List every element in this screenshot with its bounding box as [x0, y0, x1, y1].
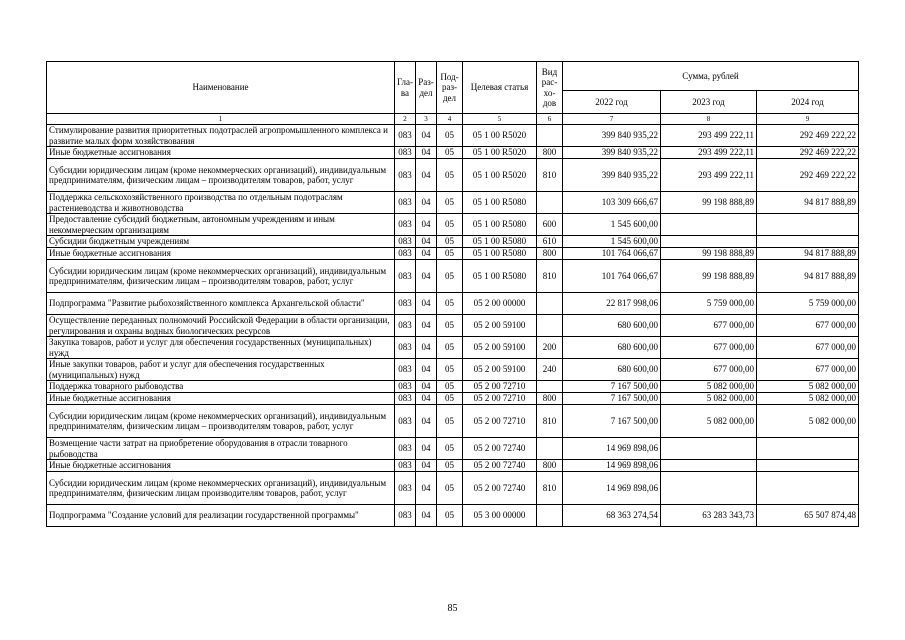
row-celevaya: 05 1 00 R5020 [463, 147, 537, 159]
row-name: Иные бюджетные ассигнования [47, 460, 395, 472]
row-sum-2023: 5 082 000,00 [661, 405, 757, 438]
row-sum-2024 [757, 438, 859, 460]
row-sum-2023 [661, 214, 757, 236]
page-number: 85 [447, 603, 458, 614]
row-razdel: 04 [416, 393, 437, 405]
row-sum-2022: 7 167 500,00 [563, 381, 661, 393]
row-celevaya: 05 1 00 R5080 [463, 236, 537, 248]
row-sum-2022: 680 600,00 [563, 315, 661, 337]
column-number-cell: 7 [563, 114, 661, 125]
header-name: Наименование [47, 62, 395, 114]
row-vid: 800 [537, 248, 563, 260]
row-sum-2023: 99 198 888,89 [661, 248, 757, 260]
row-sum-2022: 680 600,00 [563, 359, 661, 381]
row-sum-2023: 5 759 000,00 [661, 293, 757, 315]
row-glava: 083 [395, 125, 416, 147]
row-sum-2024: 677 000,00 [757, 359, 859, 381]
row-sum-2023: 677 000,00 [661, 337, 757, 359]
row-sum-2024: 292 469 222,22 [757, 159, 859, 192]
row-sum-2023: 63 283 343,73 [661, 505, 757, 527]
row-celevaya: 05 2 00 59100 [463, 337, 537, 359]
row-glava: 083 [395, 460, 416, 472]
row-celevaya: 05 2 00 72710 [463, 381, 537, 393]
row-vid [537, 125, 563, 147]
row-name: Иные бюджетные ассигнования [47, 248, 395, 260]
row-podrazdel: 05 [437, 315, 463, 337]
row-celevaya: 05 1 00 R5080 [463, 214, 537, 236]
row-name: Осуществление переданных полномочий Российской Федерации в области организации, регулирования и охраны водных биологических ресурсов [47, 315, 395, 337]
column-number-cell: 3 [416, 114, 437, 125]
row-sum-2024 [757, 460, 859, 472]
row-glava: 083 [395, 214, 416, 236]
row-glava: 083 [395, 359, 416, 381]
row-glava: 083 [395, 505, 416, 527]
table-row [47, 214, 859, 236]
row-sum-2024 [757, 236, 859, 248]
row-vid: 810 [537, 159, 563, 192]
row-name: Иные закупки товаров, работ и услуг для обеспечения государственных (муниципальных) нужд [47, 359, 395, 381]
row-celevaya: 05 3 00 00000 [463, 505, 537, 527]
row-sum-2022: 14 969 898,06 [563, 472, 661, 505]
row-razdel: 04 [416, 505, 437, 527]
row-razdel: 04 [416, 125, 437, 147]
row-vid: 610 [537, 236, 563, 248]
row-name: Субсидии юридическим лицам (кроме некоммерческих организаций), индивидуальным предпринимателям, физическим лицам – производителям товаров, работ, услуг [47, 260, 395, 293]
row-sum-2022: 14 969 898,06 [563, 460, 661, 472]
column-number-cell: 6 [537, 114, 563, 125]
row-vid: 600 [537, 214, 563, 236]
table-body [47, 125, 859, 527]
row-name: Подпрограмма "Развитие рыбохозяйственного комплекса Архангельской области" [47, 293, 395, 315]
table-row [47, 460, 859, 472]
row-sum-2024: 5 082 000,00 [757, 393, 859, 405]
row-podrazdel: 05 [437, 460, 463, 472]
row-razdel: 04 [416, 381, 437, 393]
row-vid [537, 192, 563, 214]
row-razdel: 04 [416, 192, 437, 214]
row-sum-2023: 293 499 222,11 [661, 125, 757, 147]
row-sum-2023: 99 198 888,89 [661, 192, 757, 214]
row-razdel: 04 [416, 405, 437, 438]
row-name: Закупка товаров, работ и услуг для обеспечения государственных (муниципальных) нужд [47, 337, 395, 359]
row-sum-2023 [661, 460, 757, 472]
row-celevaya: 05 2 00 72710 [463, 393, 537, 405]
row-glava: 083 [395, 472, 416, 505]
row-name: Субсидии бюджетным учреждениям [47, 236, 395, 248]
row-sum-2023: 99 198 888,89 [661, 260, 757, 293]
header-year-2024: 2024 год [757, 91, 859, 114]
row-vid: 800 [537, 147, 563, 159]
row-sum-2024: 677 000,00 [757, 315, 859, 337]
row-vid: 200 [537, 337, 563, 359]
row-vid [537, 293, 563, 315]
row-name: Субсидии юридическим лицам (кроме некоммерческих организаций), индивидуальным предпринимателям, физическим лицам – производителям товаров, работ, услуг [47, 159, 395, 192]
header-year-2022: 2022 год [563, 91, 661, 114]
row-sum-2023 [661, 438, 757, 460]
row-sum-2022: 7 167 500,00 [563, 405, 661, 438]
row-celevaya: 05 1 00 R5080 [463, 192, 537, 214]
column-number-cell: 5 [463, 114, 537, 125]
row-razdel: 04 [416, 248, 437, 260]
row-glava: 083 [395, 315, 416, 337]
row-podrazdel: 05 [437, 359, 463, 381]
row-celevaya: 05 2 00 72740 [463, 438, 537, 460]
row-sum-2022: 68 363 274,54 [563, 505, 661, 527]
table-row [47, 337, 859, 359]
row-sum-2022: 1 545 600,00 [563, 236, 661, 248]
row-celevaya: 05 2 00 72740 [463, 472, 537, 505]
table-row [47, 192, 859, 214]
row-glava: 083 [395, 405, 416, 438]
row-podrazdel: 05 [437, 505, 463, 527]
row-vid: 810 [537, 472, 563, 505]
row-podrazdel: 05 [437, 381, 463, 393]
row-sum-2022: 22 817 998,06 [563, 293, 661, 315]
table-row [47, 315, 859, 337]
budget-table [46, 61, 859, 527]
row-celevaya: 05 2 00 72740 [463, 460, 537, 472]
row-sum-2023: 293 499 222,11 [661, 159, 757, 192]
row-sum-2022: 103 309 666,67 [563, 192, 661, 214]
row-podrazdel: 05 [437, 159, 463, 192]
row-glava: 083 [395, 192, 416, 214]
row-sum-2024 [757, 214, 859, 236]
header-row-top [47, 62, 859, 91]
row-name: Поддержка товарного рыбоводства [47, 381, 395, 393]
column-number-cell: 4 [437, 114, 463, 125]
row-razdel: 04 [416, 214, 437, 236]
row-razdel: 04 [416, 359, 437, 381]
row-sum-2023: 677 000,00 [661, 359, 757, 381]
row-podrazdel: 05 [437, 147, 463, 159]
row-razdel: 04 [416, 236, 437, 248]
row-podrazdel: 05 [437, 405, 463, 438]
row-sum-2023: 5 082 000,00 [661, 393, 757, 405]
table-row [47, 293, 859, 315]
row-sum-2022: 399 840 935,22 [563, 159, 661, 192]
row-celevaya: 05 1 00 R5020 [463, 159, 537, 192]
row-podrazdel: 05 [437, 472, 463, 505]
row-sum-2023: 677 000,00 [661, 315, 757, 337]
row-name: Иные бюджетные ассигнования [47, 393, 395, 405]
row-sum-2024: 677 000,00 [757, 337, 859, 359]
row-sum-2022: 680 600,00 [563, 337, 661, 359]
row-glava: 083 [395, 393, 416, 405]
header-year-2023: 2023 год [661, 91, 757, 114]
row-sum-2024: 5 759 000,00 [757, 293, 859, 315]
row-name: Стимулирование развития приоритетных подотраслей агропромышленного комплекса и развитие малых форм хозяйствования [47, 125, 395, 147]
row-vid: 810 [537, 405, 563, 438]
row-celevaya: 05 2 00 72710 [463, 405, 537, 438]
row-razdel: 04 [416, 159, 437, 192]
header-podrazdel: Под-раз-дел [437, 62, 463, 114]
row-sum-2024 [757, 472, 859, 505]
row-sum-2022: 399 840 935,22 [563, 125, 661, 147]
row-glava: 083 [395, 147, 416, 159]
row-vid: 800 [537, 460, 563, 472]
column-number-row [47, 114, 859, 125]
column-number-cell: 2 [395, 114, 416, 125]
header-razdel: Раз-дел [416, 62, 437, 114]
row-podrazdel: 05 [437, 125, 463, 147]
row-vid [537, 438, 563, 460]
row-sum-2022: 14 969 898,06 [563, 438, 661, 460]
row-vid [537, 381, 563, 393]
column-number-cell: 1 [47, 114, 395, 125]
row-podrazdel: 05 [437, 236, 463, 248]
row-sum-2024: 65 507 874,48 [757, 505, 859, 527]
row-celevaya: 05 2 00 00000 [463, 293, 537, 315]
table-row [47, 405, 859, 438]
header-vid: Вид рас-хо-дов [537, 62, 563, 114]
row-razdel: 04 [416, 315, 437, 337]
row-name: Предоставление субсидий бюджетным, автономным учреждениям и иным некоммерческим организациям [47, 214, 395, 236]
row-vid: 240 [537, 359, 563, 381]
row-name: Иные бюджетные ассигнования [47, 147, 395, 159]
table-row [47, 359, 859, 381]
row-podrazdel: 05 [437, 214, 463, 236]
table-row [47, 393, 859, 405]
row-podrazdel: 05 [437, 337, 463, 359]
header-celevaya: Целевая статья [463, 62, 537, 114]
row-sum-2024: 94 817 888,89 [757, 248, 859, 260]
row-razdel: 04 [416, 293, 437, 315]
row-sum-2023 [661, 472, 757, 505]
row-sum-2022: 7 167 500,00 [563, 393, 661, 405]
header-glava: Гла-ва [395, 62, 416, 114]
row-razdel: 04 [416, 147, 437, 159]
row-podrazdel: 05 [437, 192, 463, 214]
row-celevaya: 05 1 00 R5080 [463, 248, 537, 260]
row-sum-2024: 94 817 888,89 [757, 260, 859, 293]
header-sum: Сумма, рублей [563, 62, 859, 91]
row-podrazdel: 05 [437, 260, 463, 293]
row-glava: 083 [395, 159, 416, 192]
table-row [47, 248, 859, 260]
row-razdel: 04 [416, 460, 437, 472]
row-name: Возмещение части затрат на приобретение оборудования в отрасли товарного рыбоводства [47, 438, 395, 460]
row-celevaya: 05 2 00 59100 [463, 359, 537, 381]
row-razdel: 04 [416, 438, 437, 460]
table-row [47, 472, 859, 505]
table-row [47, 438, 859, 460]
table-row [47, 147, 859, 159]
row-celevaya: 05 2 00 59100 [463, 315, 537, 337]
row-glava: 083 [395, 260, 416, 293]
row-name: Субсидии юридическим лицам (кроме некоммерческих организаций), индивидуальным предпринимателям, физическим лицам производителям товаров, работ, услуг [47, 472, 395, 505]
row-sum-2022: 101 764 066,67 [563, 260, 661, 293]
row-sum-2024: 94 817 888,89 [757, 192, 859, 214]
table-row [47, 236, 859, 248]
row-name: Поддержка сельскохозяйственного производства по отдельным подотраслям растениеводства и животноводства [47, 192, 395, 214]
table-row [47, 125, 859, 147]
row-celevaya: 05 1 00 R5020 [463, 125, 537, 147]
row-glava: 083 [395, 337, 416, 359]
row-razdel: 04 [416, 472, 437, 505]
row-glava: 083 [395, 248, 416, 260]
row-sum-2024: 5 082 000,00 [757, 381, 859, 393]
row-celevaya: 05 1 00 R5080 [463, 260, 537, 293]
row-name: Субсидии юридическим лицам (кроме некоммерческих организаций), индивидуальным предпринимателям, физическим лицам – производителям товаров, работ, услуг [47, 405, 395, 438]
table-row [47, 260, 859, 293]
row-podrazdel: 05 [437, 293, 463, 315]
row-vid [537, 505, 563, 527]
table-row [47, 505, 859, 527]
table-row [47, 381, 859, 393]
row-sum-2022: 101 764 066,67 [563, 248, 661, 260]
row-sum-2022: 399 840 935,22 [563, 147, 661, 159]
row-glava: 083 [395, 293, 416, 315]
row-glava: 083 [395, 438, 416, 460]
row-sum-2023: 5 082 000,00 [661, 381, 757, 393]
table-row [47, 159, 859, 192]
row-sum-2024: 292 469 222,22 [757, 147, 859, 159]
row-sum-2022: 1 545 600,00 [563, 214, 661, 236]
row-sum-2024: 5 082 000,00 [757, 405, 859, 438]
row-razdel: 04 [416, 260, 437, 293]
row-razdel: 04 [416, 337, 437, 359]
row-sum-2024: 292 469 222,22 [757, 125, 859, 147]
row-vid: 800 [537, 393, 563, 405]
row-name: Подпрограмма "Создание условий для реализации государственной программы" [47, 505, 395, 527]
row-glava: 083 [395, 381, 416, 393]
row-podrazdel: 05 [437, 248, 463, 260]
column-number-cell: 9 [757, 114, 859, 125]
row-sum-2023: 293 499 222,11 [661, 147, 757, 159]
row-glava: 083 [395, 236, 416, 248]
row-podrazdel: 05 [437, 438, 463, 460]
column-number-cell: 8 [661, 114, 757, 125]
row-vid [537, 315, 563, 337]
row-podrazdel: 05 [437, 393, 463, 405]
row-sum-2023 [661, 236, 757, 248]
row-vid: 810 [537, 260, 563, 293]
